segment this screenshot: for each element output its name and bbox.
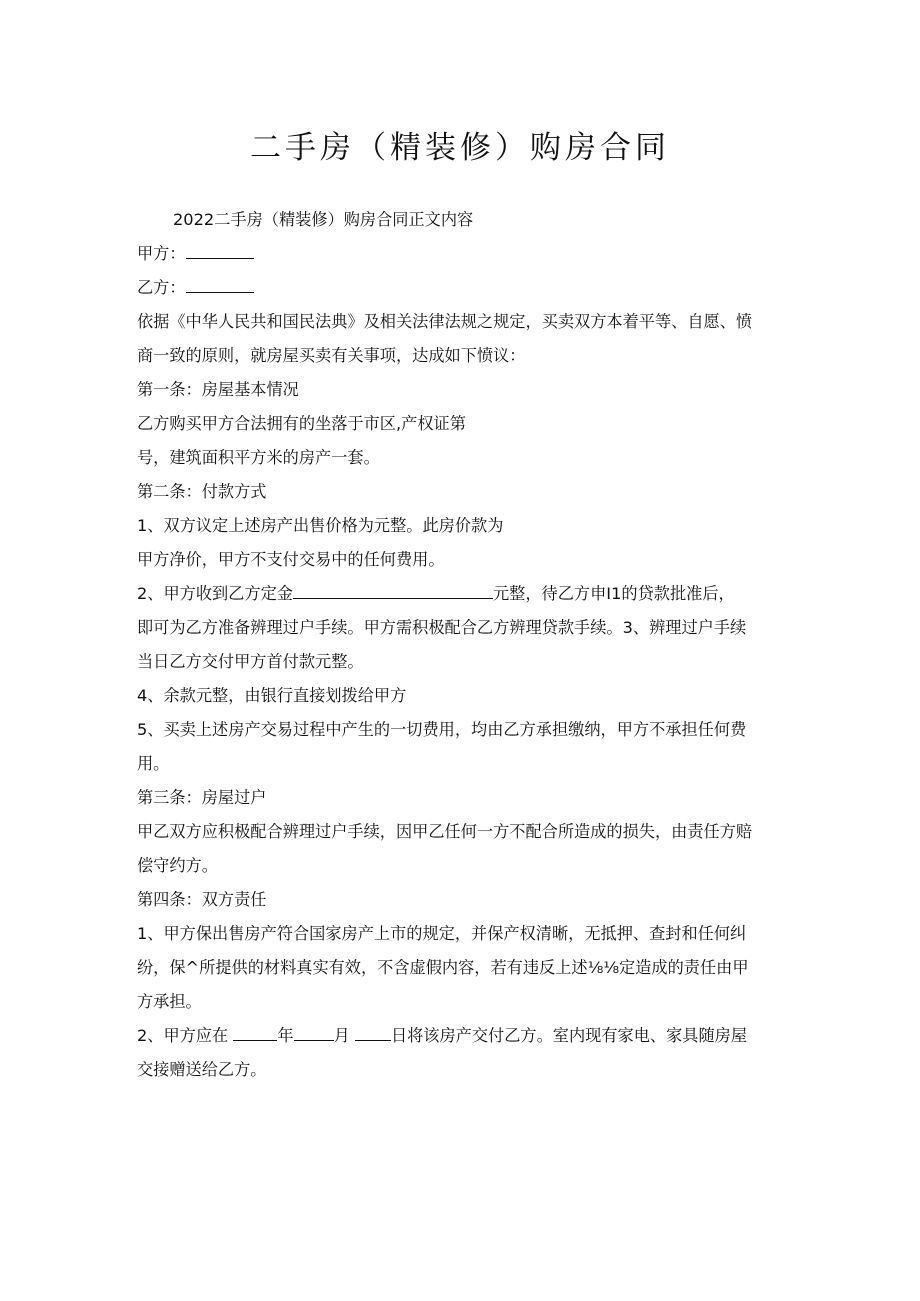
article-2-item-2-part-2: 元整，待乙方申I1的贷款批准后， — [493, 584, 735, 603]
article-2-heading: 第二条：付款方式 — [137, 482, 267, 501]
article-2-item-3-line-2: 当日乙方交付甲方首付款元整。 — [137, 652, 364, 671]
article-4-item-2-part-2: 日将该房产交付乙方。室内现有家电、家具随房屋 — [390, 1026, 748, 1045]
article-1-heading: 第一条：房屋基本情况 — [137, 380, 299, 399]
party-a-line — [137, 237, 785, 271]
article-4-item-1-line-1: 1、甲方保出售房产符合国家房产上市的规定，并保产权清晰，无抵押、查封和任何纠 — [137, 924, 747, 943]
article-2-item-2-line-2: 即可为乙方准备辨理过户手续。甲方需积极配合乙方辨理贷款手续。3、辨理过户手续 — [137, 618, 747, 637]
document-title: 二手房（精装修）购房合同 — [250, 130, 670, 166]
article-2-item-2-part-1: 2、甲方收到乙方定金 — [137, 584, 293, 603]
article-1-line-2: 号，建筑面积平方米的房产一套。 — [137, 448, 380, 467]
article-4-heading: 第四条：双方责任 — [137, 890, 267, 909]
article-4-item-2-line-1 — [137, 1019, 785, 1053]
article-2-item-5-line-2: 用。 — [137, 754, 170, 773]
article-2-item-4: 4、余款元整，由银行直接划拨给甲方 — [137, 686, 407, 705]
party-a-blank[interactable] — [186, 240, 254, 259]
document-subtitle: 2022二手房（精装修）购房合同正文内容 — [173, 210, 474, 229]
intro-line-2: 商一致的原则，就房屋买卖有关事项，达成如下愤议： — [137, 346, 526, 365]
delivery-year-blank[interactable] — [233, 1022, 277, 1041]
article-3-line-1: 甲乙双方应积极配合辨理过户手续，因甲乙任何一方不配合所造成的损失，由责任方赔 — [137, 822, 753, 841]
party-a-label: 甲方： — [137, 244, 186, 263]
document-body — [137, 203, 785, 1087]
article-2-item-2-line-1 — [137, 577, 785, 611]
article-2-item-1-line-2: 甲方净价，甲方不支付交易中的任何费用。 — [137, 550, 445, 569]
article-4-item-2-part-1: 2、甲方应在 — [137, 1026, 229, 1045]
article-4-item-1-line-3: 方承担。 — [137, 992, 202, 1011]
article-4-item-1-line-2: 纷，保^所提供的材料真实有效，不含虚假内容，若有违反上述⅛⅛定造成的责任由甲 — [137, 958, 749, 977]
article-2-item-5-line-1: 5、买卖上述房产交易过程中产生的一切费用，均由乙方承担缴纳，甲方不承担任何费 — [137, 720, 747, 739]
party-b-blank[interactable] — [186, 274, 254, 293]
party-b-line — [137, 271, 785, 305]
party-b-label: 乙方： — [137, 278, 186, 297]
article-3-heading: 第三条：房屋过户 — [137, 788, 267, 807]
delivery-year-label: 年 — [277, 1026, 294, 1045]
deposit-amount-blank[interactable] — [293, 580, 493, 599]
article-4-item-2-line-2: 交接赠送给乙方。 — [137, 1060, 267, 1079]
intro-line-1: 依据《中华人民共和国民法典》及相关法律法规之规定，买卖双方本着平等、自愿、愤 — [137, 312, 753, 331]
article-3-line-2: 偿守约方。 — [137, 856, 218, 875]
delivery-month-blank[interactable] — [294, 1022, 334, 1041]
article-1-line-1: 乙方购买甲方合法拥有的坐落于市区,产权证第 — [137, 414, 466, 433]
delivery-month-label: 月 — [333, 1026, 350, 1045]
article-2-item-1-line-1: 1、双方议定上述房产出售价格为元整。此房价款为 — [137, 516, 504, 535]
delivery-day-blank[interactable] — [355, 1022, 391, 1041]
